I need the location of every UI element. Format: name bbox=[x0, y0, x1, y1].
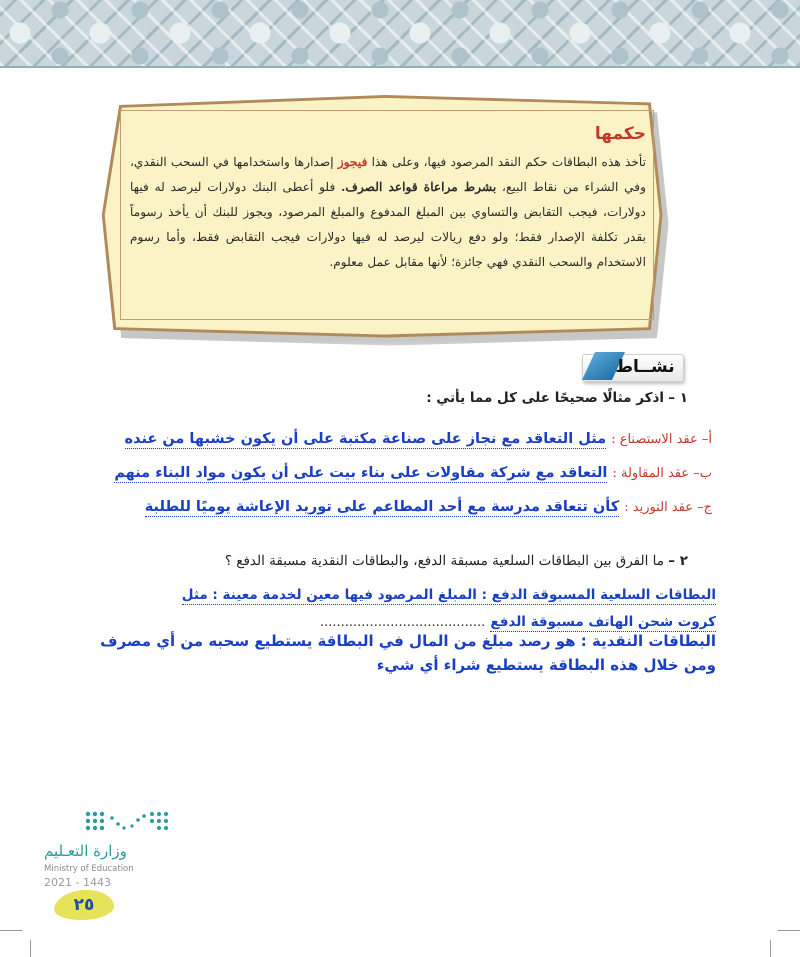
highlight-permissible: فيجوز bbox=[337, 155, 368, 169]
ministry-name-arabic: وزارة التعـليم bbox=[44, 842, 127, 860]
list-item bbox=[125, 428, 712, 447]
ruling-text-part: تأخذ هذه البطاقات حكم النقد المرصود فيها، وعلى هذا bbox=[371, 155, 647, 169]
list-item bbox=[114, 462, 712, 481]
ruling-text-part: إصدارها واستخدامها في السحب النقدي، وفي الشراء من نقاط البيع، bbox=[130, 155, 647, 194]
item-label: ج– عقد التوريد : bbox=[624, 500, 712, 515]
question-text: ما الفرق بين البطاقات السلعية مسبقة الدفع، والبطاقات النقدية مسبقة الدفع ؟ bbox=[224, 553, 664, 569]
dotted-blank: ........................................ bbox=[319, 615, 486, 630]
item-label: أ– عقد الاستصناع : bbox=[611, 432, 712, 447]
answer-line: البطاقات السلعية المسبوقة الدفع : المبلغ المرصود فيها معين لخدمة معينة : مثل bbox=[181, 587, 716, 603]
crop-mark bbox=[778, 930, 800, 931]
page-number: ٢٥ bbox=[73, 895, 95, 915]
edition-year: 2021 - 1443 bbox=[44, 876, 111, 889]
question-1 bbox=[426, 390, 688, 406]
ministry-logo-icon bbox=[82, 808, 174, 838]
crop-mark bbox=[0, 930, 22, 931]
question-number: ١ – bbox=[668, 390, 688, 406]
question-2 bbox=[225, 553, 688, 569]
answer-line: ومن خلال هذه البطاقة يستطيع شراء أي شيء bbox=[376, 656, 716, 674]
ministry-name-english: Ministry of Education bbox=[44, 864, 134, 874]
answer-text: كروت شحن الهاتف مسبوقة الدفع bbox=[490, 614, 716, 630]
ruling-box bbox=[96, 90, 674, 340]
crop-mark bbox=[770, 940, 771, 957]
decorative-header-banner bbox=[0, 0, 800, 66]
handwritten-answer: كأن تتعاقد مدرسة مع أحد المطاعم على توريد الإعاشة يوميًا للطلبة bbox=[144, 499, 620, 515]
header-divider bbox=[0, 66, 800, 68]
item-label: ب– عقد المقاولة : bbox=[612, 466, 712, 481]
ruling-text bbox=[130, 120, 646, 275]
handwritten-answer: التعاقد مع شركة مقاولات على بناء بيت على أن يكون مواد البناء منهم bbox=[114, 465, 608, 481]
ruling-text-part: فلو أعطى البنك دولارات ليرصد له فيها دولارات، فيجب التقابض والتساوي بين المبلغ المدفوع والمبلغ المرصود، ويجوز للبنك أن يأخذ رسوماً بقدر تكلفة الإصدار فقط؛ ولو دفع ريالات ليرصد له فيها دولارات فيجب التقابض فقط، وأما رسوم الاستخدام والسحب النقدي فهي جائزة؛ لأنها مقابل عمل معلوم. bbox=[130, 180, 646, 269]
question-text: اذكر مثالًا صحيحًا على كل مما يأتي : bbox=[426, 390, 664, 406]
answer-line: البطاقات النقدية : هو رصد مبلغ من المال في البطاقة يستطيع سحبه من أي مصرف bbox=[100, 632, 716, 650]
crop-mark bbox=[30, 940, 31, 957]
list-item bbox=[145, 496, 712, 515]
handwritten-answer: مثل التعاقد مع نجاز على صناعة مكتبة على أن يكون خشبها من عنده bbox=[124, 431, 607, 447]
activity-title: نشــاط bbox=[615, 357, 675, 377]
ruling-title: حكمها bbox=[594, 124, 646, 144]
question-number: ٢ – bbox=[668, 553, 688, 569]
highlight-condition: بشرط مراعاة قواعد الصرف. bbox=[341, 180, 497, 194]
answer-line bbox=[320, 611, 716, 630]
